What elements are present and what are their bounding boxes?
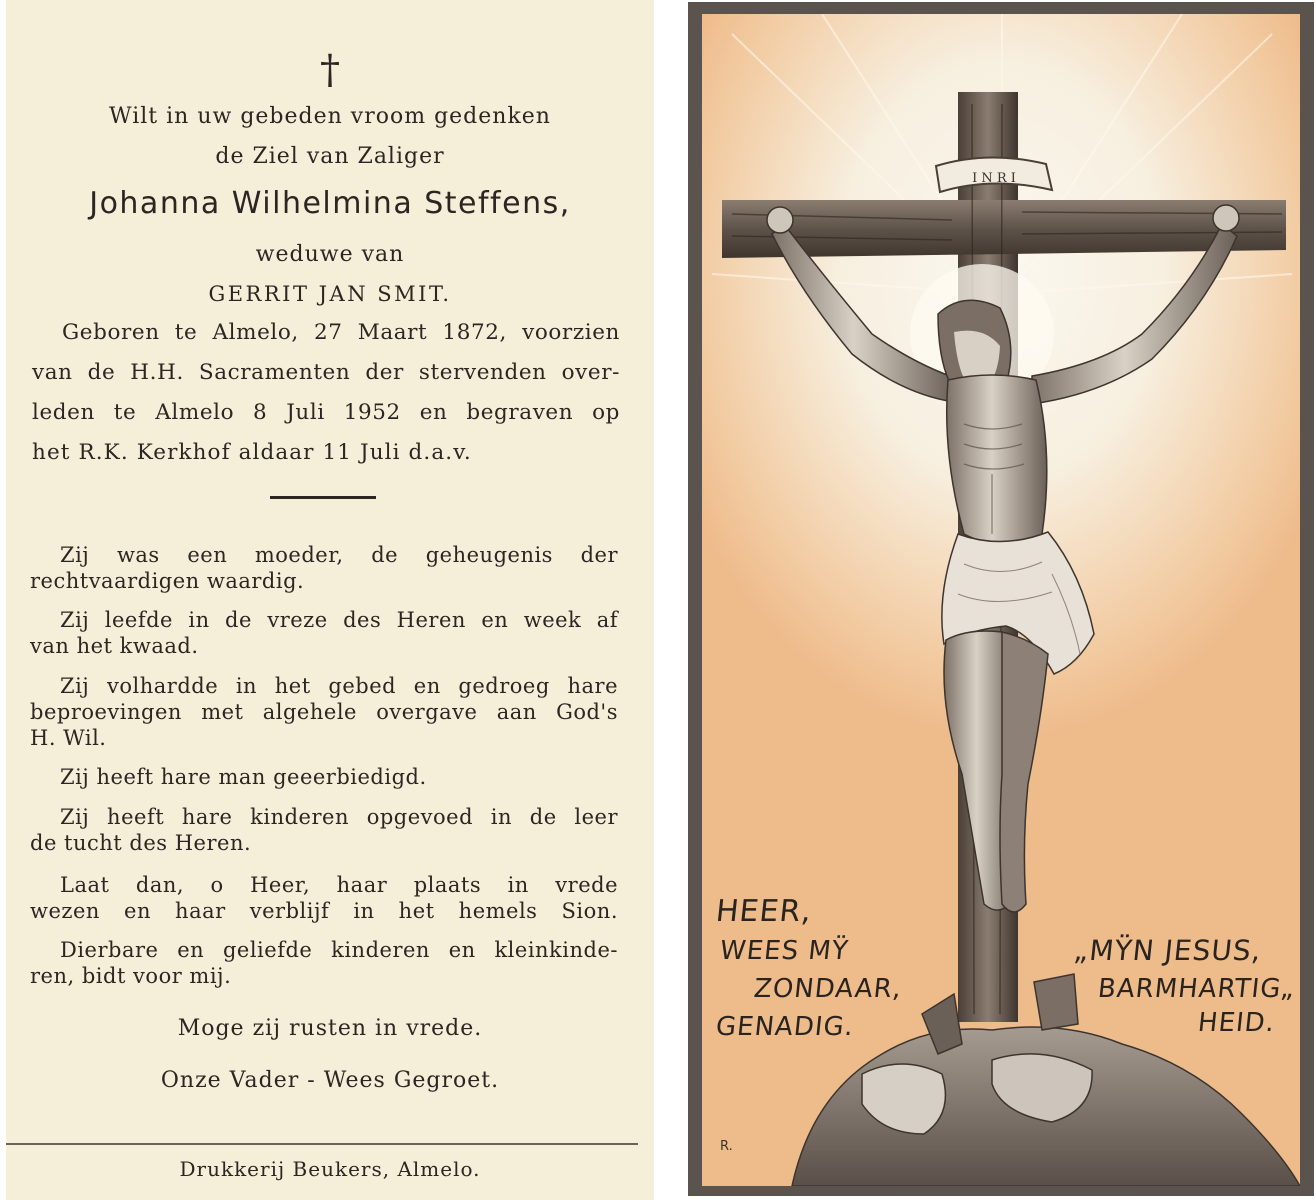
right-hand bbox=[1213, 205, 1239, 231]
cross-icon: † bbox=[320, 47, 340, 93]
bio-line: het R.K. Kerkhof aldaar 11 Juli d.a.v. bbox=[32, 440, 472, 465]
verse-line: rechtvaardigen waardig. bbox=[30, 569, 305, 593]
divider bbox=[270, 496, 376, 499]
illustration-frame bbox=[702, 14, 1300, 1186]
closing-line-1: Moge zij rusten in vrede. bbox=[177, 1016, 483, 1041]
verse-7 bbox=[30, 937, 618, 989]
legs-shadow bbox=[1000, 632, 1048, 912]
verse-line: Dierbare en geliefde kinderen en kleinkinde- bbox=[60, 938, 618, 962]
bio-line: van de H.H. Sacramenten der stervenden over- bbox=[32, 360, 620, 385]
deceased-name: Johanna Wilhelmina Steffens, bbox=[89, 186, 571, 221]
left-hand bbox=[767, 207, 793, 233]
verse-line: Zij heeft hare man geeerbiedigd. bbox=[60, 765, 427, 789]
closing-line-2: Onze Vader - Wees Gegroet. bbox=[160, 1068, 500, 1093]
bottom-rule bbox=[6, 1143, 638, 1145]
verse-line: beproevingen met algehele overgave aan God's bbox=[30, 700, 618, 724]
verse-line: Laat dan, o Heer, haar plaats in vrede bbox=[60, 873, 618, 897]
caption-left-line: ZONDAAR, bbox=[752, 974, 904, 1004]
verse-line: Zij heeft hare kinderen opgevoed in de leer bbox=[60, 805, 618, 829]
verse-3 bbox=[30, 673, 618, 751]
bio-line: Geboren te Almelo, 27 Maart 1872, voorzien bbox=[62, 320, 620, 345]
verse-line: van het kwaad. bbox=[30, 634, 199, 658]
verse-line: wezen en haar verblijf in het hemels Sion. bbox=[30, 899, 618, 923]
caption-right-line: HEID. bbox=[1196, 1008, 1277, 1038]
memorial-text-card bbox=[6, 0, 654, 1200]
caption-right-line: BARMHARTIG„ bbox=[1096, 974, 1297, 1004]
husband-name: GERRIT JAN SMIT. bbox=[208, 282, 452, 306]
widow-of-label: weduwe van bbox=[255, 242, 405, 267]
inri-text: I N R I bbox=[972, 171, 1016, 186]
intro-line-2: de Ziel van Zaliger bbox=[215, 144, 445, 169]
caption-right-line: „MŸN JESUS, bbox=[1072, 934, 1264, 967]
caption-left-line: HEER, bbox=[714, 894, 814, 929]
printer-credit: Drukkerij Beukers, Almelo. bbox=[179, 1157, 481, 1181]
artist-signature: R. bbox=[720, 1139, 733, 1154]
verse-line: ren, bidt voor mij. bbox=[30, 964, 232, 988]
intro-line-1: Wilt in uw gebeden vroom gedenken bbox=[109, 104, 551, 129]
caption-left-line: WEES MŸ bbox=[718, 936, 851, 966]
crucifixion-illustration-card bbox=[688, 2, 1314, 1196]
verse-line: Zij volhardde in het gebed en gedroeg hare bbox=[60, 674, 618, 698]
verse-6 bbox=[30, 872, 618, 924]
verse-4 bbox=[30, 764, 618, 790]
verse-5 bbox=[30, 804, 618, 856]
verse-line: H. Wil. bbox=[30, 726, 107, 750]
torso bbox=[947, 375, 1047, 544]
verse-2 bbox=[30, 607, 618, 659]
caption-left-line: GENADIG. bbox=[714, 1012, 856, 1042]
cross-horizontal-beam bbox=[722, 200, 1286, 258]
verse-line: de tucht des Heren. bbox=[30, 831, 252, 855]
verse-1 bbox=[30, 542, 618, 594]
verse-line: Zij leefde in de vreze des Heren en week af bbox=[60, 608, 618, 632]
rock bbox=[1034, 974, 1078, 1030]
bio-line: leden te Almelo 8 Juli 1952 en begraven op bbox=[32, 400, 620, 425]
verse-line: Zij was een moeder, de geheugenis der bbox=[60, 543, 618, 567]
